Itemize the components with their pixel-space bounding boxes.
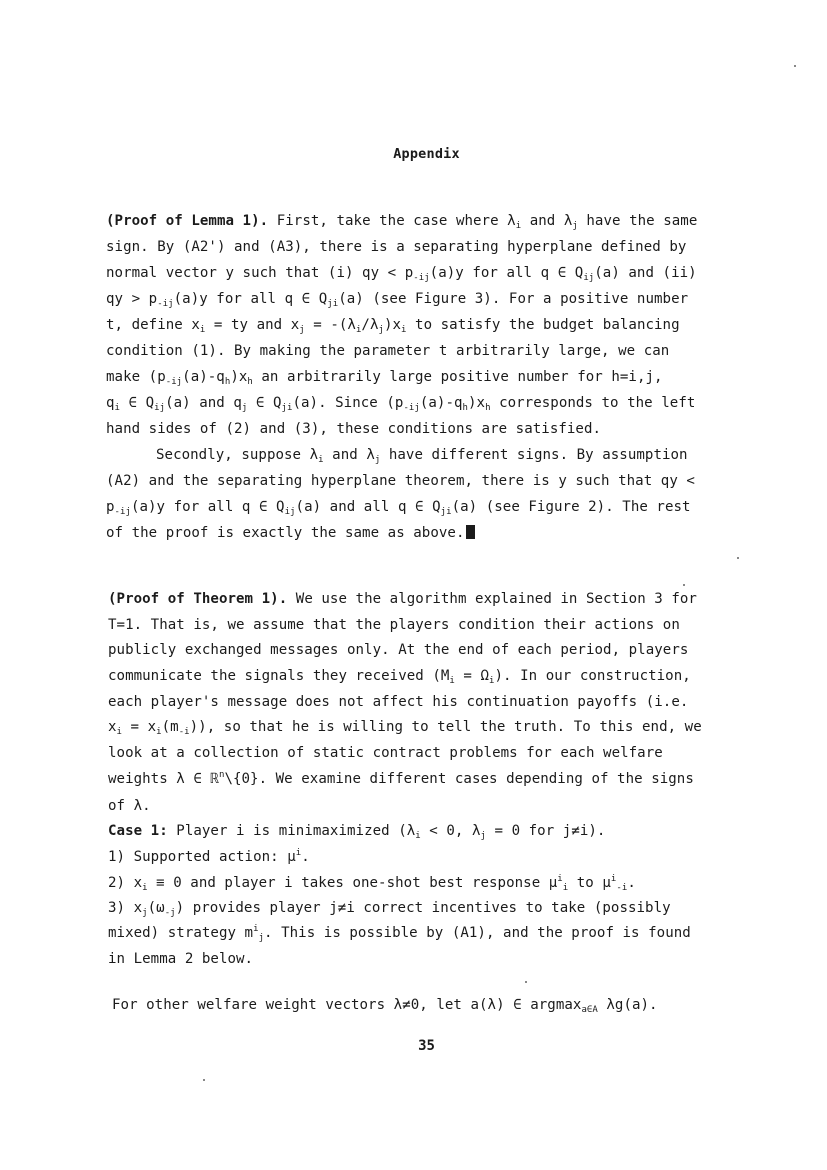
text-line: normal vector y such that (i) qy < $p_{-ij}(a)y$ for all q ∈ $Q_{ij}(a)$ and (ii) bbox=[106, 265, 697, 283]
text-run: mixed) strategy m bbox=[108, 925, 254, 941]
text-line: communicate the signals they received $(M_i = \Omega_i)$. In our construction, bbox=[108, 668, 691, 686]
text-line: hand sides of (2) and (3), these conditions are satisfied. bbox=[106, 421, 602, 437]
page-number: 35 bbox=[418, 1038, 435, 1054]
text-line: Case 1: Player i is minimaximized ($\lambda_i < 0$, $\lambda_j = 0$ for j≠i). bbox=[108, 823, 606, 841]
text-run: weights λ ∈ ℝ bbox=[108, 771, 219, 787]
text-line: qy > $p_{-ij}(a)y$ for all q ∈ $Q_{ji}(a)$ (see Figure 3). For a positive number bbox=[106, 291, 689, 309]
text-line: make $(p_{-ij}(a)-q_h)x_h$ an arbitrarily large positive number for h=i,j, bbox=[106, 369, 663, 387]
text-line: $p_{-ij}(a)y$ for all q ∈ $Q_{ij}(a)$ and all q ∈ $Q_{ji}(a)$ (see Figure 2). The rest bbox=[106, 499, 691, 517]
text-line: mixed) strategy $m^i_j$. This is possible by (A1), and the proof is found bbox=[108, 924, 691, 943]
scan-speck bbox=[737, 557, 739, 559]
text-line: of λ. bbox=[108, 798, 151, 814]
text-run: normal vector y such that (i) qy < p bbox=[106, 265, 414, 281]
text-line: each player's message does not affect his continuation payoffs (i.e. bbox=[108, 694, 689, 710]
text-run: 1) Supported action: μ bbox=[108, 849, 296, 865]
text-run: t, define x bbox=[106, 317, 200, 333]
case1-label: Case 1: bbox=[108, 823, 168, 839]
text-run: 3) x bbox=[108, 900, 143, 916]
scan-speck bbox=[794, 65, 796, 67]
text-line: Secondly, suppose $\lambda_i$ and $\lambda_j$ have different signs. By assumption bbox=[156, 447, 688, 465]
text-run: Secondly, suppose λ bbox=[156, 447, 319, 463]
scan-speck bbox=[525, 981, 527, 983]
text-line: For other welfare weight vectors λ≠0, let a(λ) ∈ argmax$_{a\in A}$ λg(a). bbox=[112, 997, 658, 1015]
text-run: Player i is minimaximized (λ bbox=[176, 823, 416, 839]
text-run: of the proof is exactly the same as above. bbox=[106, 525, 465, 541]
text-run: p bbox=[106, 499, 115, 515]
scan-speck bbox=[203, 1079, 205, 1081]
text-run: communicate the signals they received (M bbox=[108, 668, 450, 684]
qed-box-icon bbox=[466, 525, 475, 539]
scan-speck bbox=[683, 584, 685, 586]
appendix-heading: Appendix bbox=[393, 146, 460, 162]
proof-lemma-title: (Proof of Lemma 1). bbox=[106, 213, 269, 229]
text-line: publicly exchanged messages only. At the end of each period, players bbox=[108, 642, 689, 658]
text-line bbox=[108, 590, 697, 608]
text-run: qy > p bbox=[106, 291, 158, 307]
list-item: 2) $x_i \equiv 0$ and player i takes one-shot best response $\mu^i_i$ to $\mu^i_{-i}$. bbox=[108, 874, 636, 893]
text-run: First, take the case where λ bbox=[276, 213, 516, 229]
text-line: weights λ ∈ ℝ$^n$\{0}. We examine different cases depending of the signs bbox=[108, 770, 694, 787]
text-run: 2) x bbox=[108, 875, 143, 891]
text-run: x bbox=[108, 719, 117, 735]
text-run: q bbox=[106, 395, 115, 411]
text-line: sign. By (A2') and (A3), there is a separating hyperplane defined by bbox=[106, 239, 687, 255]
text-line: condition (1). By making the parameter t arbitrarily large, we can bbox=[106, 343, 670, 359]
text-line bbox=[106, 524, 475, 542]
text-run: make (p bbox=[106, 369, 166, 385]
text-line: (Proof of Lemma 1). First, take the case where $\lambda_i$ and $\lambda_j$ have the same bbox=[106, 213, 698, 231]
list-item: 1) Supported action: $\mu^i$. bbox=[108, 848, 310, 865]
proof-theorem-title: (Proof of Theorem 1). bbox=[108, 591, 288, 607]
text-run: For other welfare weight vectors λ≠0, let a(λ) ∈ argmax bbox=[112, 997, 582, 1013]
text-line: in Lemma 2 below. bbox=[108, 951, 254, 967]
text-line: T=1. That is, we assume that the players condition their actions on bbox=[108, 617, 680, 633]
text-line: (A2) and the separating hyperplane theorem, there is y such that qy < bbox=[106, 473, 695, 489]
list-item: 3) $x_j(\omega_{-j})$ provides player j≠i correct incentives to take (possibly bbox=[108, 900, 671, 918]
text-line: $x_i = x_i(m_{-i})$), so that he is willing to tell the truth. To this end, we bbox=[108, 719, 702, 737]
text-line: $q_i$ ∈ $Q_{ij}(a)$ and $q_j$ ∈ $Q_{ji}(a)$. Since $(p_{-ij}(a)-q_h)x_h$ corresponds to the left bbox=[106, 395, 696, 413]
text-line: look at a collection of static contract problems for each welfare bbox=[108, 745, 663, 761]
text-run: We use the algorithm explained in Section 3 for bbox=[295, 591, 697, 607]
text-line: t, define $x_i$ = ty and $x_j = -(\lambda_i/\lambda_j)x_i$ to satisfy the budget balancing bbox=[106, 317, 680, 335]
